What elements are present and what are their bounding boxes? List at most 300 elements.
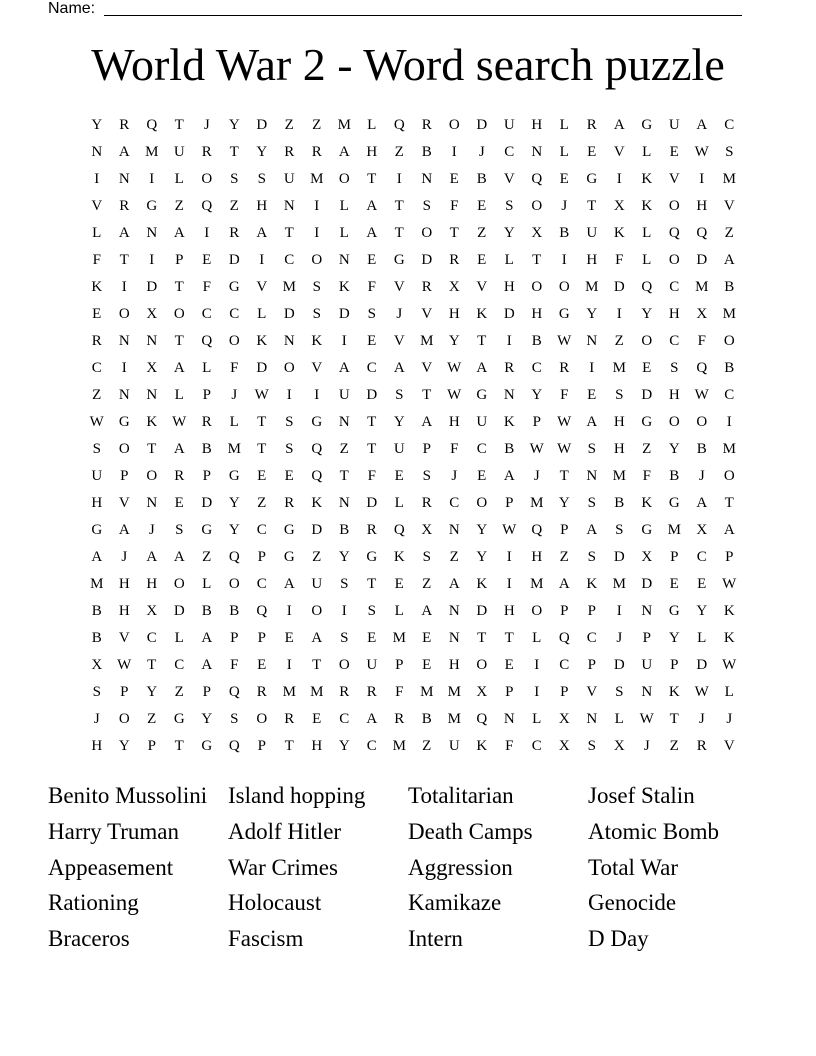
grid-letter[interactable]: A	[118, 225, 130, 241]
grid-letter[interactable]: A	[118, 144, 130, 160]
grid-letter[interactable]: O	[311, 603, 323, 619]
grid-letter[interactable]: A	[118, 522, 130, 538]
grid-letter[interactable]: R	[229, 225, 240, 241]
grid-letter[interactable]: Y	[228, 117, 240, 133]
grid-letter[interactable]: A	[696, 495, 708, 511]
grid-letter[interactable]: W	[557, 333, 572, 349]
grid-letter[interactable]: B	[504, 441, 515, 457]
grid-letter[interactable]: N	[91, 144, 103, 160]
grid-letter[interactable]: U	[476, 414, 488, 430]
grid-letter[interactable]: D	[366, 387, 378, 403]
grid-letter[interactable]: Y	[338, 549, 350, 565]
grid-letter[interactable]: H	[503, 603, 515, 619]
grid-letter[interactable]: O	[256, 711, 268, 727]
grid-letter[interactable]: H	[91, 738, 103, 754]
grid-letter[interactable]: D	[256, 117, 268, 133]
grid-letter[interactable]: T	[284, 225, 294, 241]
grid-letter[interactable]: S	[285, 441, 294, 457]
grid-letter[interactable]: N	[146, 387, 158, 403]
grid-letter[interactable]: D	[256, 360, 268, 376]
grid-letter[interactable]: N	[586, 468, 598, 484]
grid-letter[interactable]: I	[341, 603, 347, 619]
grid-letter[interactable]: B	[696, 441, 707, 457]
grid-letter[interactable]: T	[174, 738, 184, 754]
grid-letter[interactable]: V	[393, 279, 405, 295]
grid-letter[interactable]: T	[587, 198, 597, 214]
grid-letter[interactable]: I	[286, 387, 292, 403]
grid-letter[interactable]: D	[366, 495, 378, 511]
grid-letter[interactable]: V	[421, 360, 433, 376]
grid-letter[interactable]: E	[284, 630, 294, 646]
grid-letter[interactable]: Q	[311, 468, 323, 484]
grid-letter[interactable]: N	[283, 333, 295, 349]
grid-letter[interactable]: T	[257, 414, 267, 430]
grid-letter[interactable]: M	[612, 360, 626, 376]
grid-letter[interactable]: O	[476, 657, 488, 673]
grid-letter[interactable]: E	[92, 306, 102, 322]
grid-letter[interactable]: I	[314, 198, 320, 214]
grid-letter[interactable]: H	[668, 306, 680, 322]
grid-letter[interactable]: A	[476, 360, 488, 376]
grid-letter[interactable]: R	[366, 684, 377, 700]
grid-letter[interactable]: J	[698, 468, 705, 484]
grid-letter[interactable]: Q	[201, 198, 213, 214]
grid-letter[interactable]: L	[614, 711, 624, 727]
grid-letter[interactable]: N	[641, 684, 653, 700]
grid-letter[interactable]: Z	[477, 225, 487, 241]
grid-letter[interactable]: R	[119, 117, 130, 133]
grid-letter[interactable]: A	[201, 630, 213, 646]
grid-letter[interactable]: N	[146, 225, 158, 241]
grid-letter[interactable]: F	[367, 279, 376, 295]
grid-letter[interactable]: Z	[174, 198, 184, 214]
grid-letter[interactable]: K	[476, 576, 488, 592]
grid-letter[interactable]: M	[420, 684, 434, 700]
grid-letter[interactable]: W	[639, 711, 654, 727]
grid-letter[interactable]: I	[204, 225, 210, 241]
grid-letter[interactable]: C	[201, 306, 212, 322]
grid-letter[interactable]: Q	[696, 360, 708, 376]
grid-letter[interactable]: A	[723, 252, 735, 268]
grid-letter[interactable]: S	[587, 441, 596, 457]
grid-letter[interactable]: F	[450, 441, 459, 457]
grid-letter[interactable]: R	[201, 144, 212, 160]
grid-letter[interactable]: R	[119, 198, 130, 214]
grid-letter[interactable]: K	[393, 549, 405, 565]
grid-letter[interactable]: Z	[312, 549, 322, 565]
grid-letter[interactable]: P	[642, 630, 651, 646]
grid-letter[interactable]: G	[668, 603, 680, 619]
grid-letter[interactable]: A	[173, 549, 185, 565]
grid-letter[interactable]: Q	[476, 711, 488, 727]
grid-letter[interactable]: E	[257, 468, 267, 484]
grid-letter[interactable]: E	[669, 576, 679, 592]
grid-letter[interactable]: F	[202, 279, 211, 295]
grid-letter[interactable]: X	[421, 522, 433, 538]
grid-letter[interactable]: P	[505, 684, 514, 700]
grid-letter[interactable]: O	[118, 441, 130, 457]
grid-letter[interactable]: B	[91, 603, 102, 619]
grid-letter[interactable]: I	[286, 657, 292, 673]
grid-letter[interactable]: L	[559, 144, 569, 160]
grid-letter[interactable]: A	[338, 144, 350, 160]
grid-letter[interactable]: C	[174, 657, 185, 673]
grid-letter[interactable]: Z	[229, 198, 239, 214]
grid-letter[interactable]: N	[283, 198, 295, 214]
grid-letter[interactable]: C	[531, 360, 542, 376]
grid-letter[interactable]: O	[146, 468, 158, 484]
grid-letter[interactable]: F	[560, 387, 569, 403]
grid-letter[interactable]: Y	[256, 144, 268, 160]
grid-letter[interactable]: L	[724, 684, 734, 700]
grid-letter[interactable]: P	[560, 684, 569, 700]
grid-letter[interactable]: X	[558, 711, 570, 727]
grid-letter[interactable]: R	[284, 495, 295, 511]
grid-letter[interactable]: O	[338, 657, 350, 673]
grid-letter[interactable]: P	[257, 738, 266, 754]
grid-letter[interactable]: Q	[531, 171, 543, 187]
grid-letter[interactable]: C	[146, 630, 157, 646]
grid-letter[interactable]: L	[257, 306, 267, 322]
grid-letter[interactable]: D	[696, 252, 708, 268]
grid-letter[interactable]: O	[448, 117, 460, 133]
grid-letter[interactable]: Z	[312, 117, 322, 133]
grid-letter[interactable]: W	[722, 576, 737, 592]
grid-letter[interactable]: F	[230, 360, 239, 376]
grid-letter[interactable]: E	[422, 657, 432, 673]
grid-letter[interactable]: W	[722, 657, 737, 673]
grid-letter[interactable]: A	[448, 576, 460, 592]
grid-letter[interactable]: X	[613, 198, 625, 214]
grid-letter[interactable]: C	[91, 360, 102, 376]
grid-letter[interactable]: J	[231, 387, 238, 403]
grid-letter[interactable]: W	[502, 522, 517, 538]
grid-letter[interactable]: H	[668, 387, 680, 403]
grid-letter[interactable]: N	[421, 171, 433, 187]
grid-letter[interactable]: A	[201, 657, 213, 673]
grid-letter[interactable]: L	[532, 630, 542, 646]
grid-letter[interactable]: U	[338, 387, 350, 403]
grid-letter[interactable]: J	[726, 711, 733, 727]
grid-letter[interactable]: S	[587, 495, 596, 511]
grid-letter[interactable]: L	[174, 387, 184, 403]
grid-letter[interactable]: M	[282, 684, 296, 700]
grid-letter[interactable]: Y	[476, 549, 488, 565]
grid-letter[interactable]: K	[476, 738, 488, 754]
grid-letter[interactable]: D	[338, 306, 350, 322]
grid-letter[interactable]: S	[367, 306, 376, 322]
grid-letter[interactable]: C	[449, 495, 460, 511]
grid-letter[interactable]: Y	[531, 387, 543, 403]
grid-letter[interactable]: E	[477, 252, 487, 268]
grid-letter[interactable]: P	[560, 522, 569, 538]
grid-letter[interactable]: M	[722, 306, 736, 322]
grid-letter[interactable]: T	[367, 171, 377, 187]
grid-letter[interactable]: O	[118, 306, 130, 322]
grid-letter[interactable]: I	[396, 171, 402, 187]
grid-letter[interactable]: S	[422, 549, 431, 565]
grid-letter[interactable]: E	[367, 630, 377, 646]
grid-letter[interactable]: F	[367, 468, 376, 484]
grid-letter[interactable]: X	[531, 225, 543, 241]
grid-letter[interactable]: G	[146, 198, 158, 214]
grid-letter[interactable]: Z	[174, 684, 184, 700]
grid-letter[interactable]: Q	[558, 630, 570, 646]
grid-letter[interactable]: J	[478, 144, 485, 160]
grid-letter[interactable]: Y	[146, 684, 158, 700]
grid-letter[interactable]: H	[531, 306, 543, 322]
grid-letter[interactable]: J	[561, 198, 568, 214]
grid-letter[interactable]: G	[118, 414, 130, 430]
grid-letter[interactable]: E	[504, 657, 514, 673]
grid-letter[interactable]: C	[256, 522, 267, 538]
grid-letter[interactable]: X	[146, 360, 158, 376]
grid-letter[interactable]: X	[558, 738, 570, 754]
grid-letter[interactable]: M	[447, 711, 461, 727]
grid-letter[interactable]: V	[118, 495, 130, 511]
grid-letter[interactable]: I	[149, 171, 155, 187]
grid-letter[interactable]: X	[91, 657, 103, 673]
grid-letter[interactable]: A	[283, 576, 295, 592]
grid-letter[interactable]: T	[174, 333, 184, 349]
grid-letter[interactable]: R	[504, 360, 515, 376]
grid-letter[interactable]: I	[314, 387, 320, 403]
grid-letter[interactable]: H	[311, 738, 323, 754]
grid-letter[interactable]: F	[92, 252, 101, 268]
grid-letter[interactable]: H	[613, 414, 625, 430]
grid-letter[interactable]: K	[613, 225, 625, 241]
grid-letter[interactable]: O	[558, 279, 570, 295]
grid-letter[interactable]: J	[203, 117, 210, 133]
grid-letter[interactable]: P	[532, 414, 541, 430]
grid-letter[interactable]: X	[448, 279, 460, 295]
grid-letter[interactable]: N	[448, 603, 460, 619]
grid-letter[interactable]: U	[393, 441, 405, 457]
grid-letter[interactable]: B	[669, 468, 680, 484]
grid-letter[interactable]: U	[173, 144, 185, 160]
grid-letter[interactable]: C	[669, 333, 680, 349]
grid-letter[interactable]: M	[282, 279, 296, 295]
grid-letter[interactable]: O	[531, 198, 543, 214]
grid-letter[interactable]: A	[338, 360, 350, 376]
grid-letter[interactable]: M	[447, 684, 461, 700]
grid-letter[interactable]: G	[641, 117, 653, 133]
grid-letter[interactable]: T	[367, 414, 377, 430]
grid-letter[interactable]: S	[615, 387, 624, 403]
grid-letter[interactable]: D	[283, 306, 295, 322]
grid-letter[interactable]: I	[259, 252, 265, 268]
grid-letter[interactable]: Z	[257, 495, 267, 511]
grid-letter[interactable]: Y	[338, 738, 350, 754]
grid-letter[interactable]: J	[451, 468, 458, 484]
grid-letter[interactable]: K	[723, 603, 735, 619]
grid-letter[interactable]: M	[420, 333, 434, 349]
grid-letter[interactable]: A	[366, 711, 378, 727]
grid-letter[interactable]: N	[586, 711, 598, 727]
grid-letter[interactable]: T	[504, 630, 514, 646]
grid-letter[interactable]: R	[256, 684, 267, 700]
grid-letter[interactable]: I	[121, 279, 127, 295]
grid-letter[interactable]: P	[202, 684, 211, 700]
grid-letter[interactable]: P	[120, 468, 129, 484]
grid-letter[interactable]: G	[476, 387, 488, 403]
grid-letter[interactable]: E	[257, 657, 267, 673]
grid-letter[interactable]: Y	[558, 495, 570, 511]
grid-letter[interactable]: U	[503, 117, 515, 133]
grid-letter[interactable]: N	[448, 522, 460, 538]
grid-letter[interactable]: Z	[449, 549, 459, 565]
grid-letter[interactable]: S	[615, 522, 624, 538]
grid-letter[interactable]: W	[89, 414, 104, 430]
grid-letter[interactable]: R	[201, 414, 212, 430]
grid-letter[interactable]: K	[256, 333, 268, 349]
grid-letter[interactable]: T	[257, 441, 267, 457]
grid-letter[interactable]: W	[694, 684, 709, 700]
grid-letter[interactable]: M	[310, 171, 324, 187]
grid-letter[interactable]: P	[725, 549, 734, 565]
grid-letter[interactable]: E	[642, 360, 652, 376]
grid-letter[interactable]: U	[91, 468, 103, 484]
grid-letter[interactable]: V	[613, 144, 625, 160]
grid-letter[interactable]: U	[311, 576, 323, 592]
grid-letter[interactable]: D	[641, 576, 653, 592]
grid-letter[interactable]: Y	[476, 522, 488, 538]
grid-letter[interactable]: E	[312, 711, 322, 727]
grid-letter[interactable]: E	[587, 144, 597, 160]
grid-letter[interactable]: T	[449, 225, 459, 241]
grid-letter[interactable]: F	[230, 657, 239, 673]
grid-letter[interactable]: X	[696, 522, 708, 538]
grid-letter[interactable]: I	[616, 603, 622, 619]
grid-letter[interactable]: H	[696, 198, 708, 214]
grid-letter[interactable]: H	[503, 279, 515, 295]
grid-letter[interactable]: L	[394, 603, 404, 619]
grid-letter[interactable]: I	[94, 171, 100, 187]
grid-letter[interactable]: U	[668, 117, 680, 133]
grid-letter[interactable]: L	[559, 117, 569, 133]
grid-letter[interactable]: I	[341, 333, 347, 349]
grid-letter[interactable]: G	[641, 522, 653, 538]
grid-letter[interactable]: D	[696, 657, 708, 673]
grid-letter[interactable]: E	[477, 198, 487, 214]
grid-letter[interactable]: D	[228, 252, 240, 268]
grid-letter[interactable]: I	[506, 333, 512, 349]
grid-letter[interactable]: M	[530, 495, 544, 511]
grid-letter[interactable]: H	[531, 117, 543, 133]
grid-letter[interactable]: O	[173, 576, 185, 592]
grid-letter[interactable]: R	[696, 738, 707, 754]
grid-letter[interactable]: N	[338, 414, 350, 430]
grid-letter[interactable]: N	[118, 171, 130, 187]
grid-letter[interactable]: L	[697, 630, 707, 646]
grid-letter[interactable]: M	[585, 279, 599, 295]
grid-letter[interactable]: F	[395, 684, 404, 700]
grid-letter[interactable]: A	[393, 360, 405, 376]
grid-letter[interactable]: A	[558, 576, 570, 592]
grid-letter[interactable]: P	[202, 387, 211, 403]
grid-letter[interactable]: P	[175, 252, 184, 268]
grid-letter[interactable]: Y	[201, 711, 213, 727]
grid-letter[interactable]: Z	[559, 549, 569, 565]
grid-letter[interactable]: B	[476, 171, 487, 187]
grid-letter[interactable]: Z	[642, 441, 652, 457]
grid-letter[interactable]: D	[503, 306, 515, 322]
grid-letter[interactable]: Q	[393, 117, 405, 133]
grid-letter[interactable]: A	[91, 549, 103, 565]
grid-letter[interactable]: S	[340, 576, 349, 592]
grid-letter[interactable]: Q	[256, 603, 268, 619]
grid-letter[interactable]: E	[587, 387, 597, 403]
grid-letter[interactable]: P	[587, 603, 596, 619]
grid-letter[interactable]: T	[229, 144, 239, 160]
grid-letter[interactable]: H	[91, 495, 103, 511]
grid-letter[interactable]: L	[339, 198, 349, 214]
grid-letter[interactable]: U	[366, 657, 378, 673]
grid-letter[interactable]: Y	[228, 495, 240, 511]
grid-letter[interactable]: B	[724, 279, 735, 295]
grid-letter[interactable]: Y	[696, 603, 708, 619]
grid-letter[interactable]: I	[121, 360, 127, 376]
grid-letter[interactable]: A	[613, 117, 625, 133]
name-underline[interactable]	[104, 15, 742, 16]
grid-letter[interactable]: S	[422, 468, 431, 484]
grid-letter[interactable]: N	[118, 387, 130, 403]
grid-letter[interactable]: Q	[531, 522, 543, 538]
grid-letter[interactable]: P	[670, 657, 679, 673]
grid-letter[interactable]: E	[559, 171, 569, 187]
grid-letter[interactable]: G	[393, 252, 405, 268]
grid-letter[interactable]: Q	[228, 738, 240, 754]
grid-letter[interactable]: L	[202, 360, 212, 376]
grid-letter[interactable]: S	[92, 441, 101, 457]
grid-letter[interactable]: K	[503, 414, 515, 430]
grid-letter[interactable]: L	[642, 144, 652, 160]
grid-letter[interactable]: H	[366, 144, 378, 160]
grid-letter[interactable]: P	[560, 603, 569, 619]
grid-letter[interactable]: R	[284, 144, 295, 160]
grid-letter[interactable]: X	[476, 684, 488, 700]
grid-letter[interactable]: N	[118, 333, 130, 349]
grid-letter[interactable]: Y	[118, 738, 130, 754]
grid-letter[interactable]: Z	[284, 117, 294, 133]
grid-letter[interactable]: W	[694, 144, 709, 160]
grid-letter[interactable]: V	[256, 279, 268, 295]
grid-letter[interactable]: W	[172, 414, 187, 430]
grid-letter[interactable]: N	[338, 495, 350, 511]
grid-letter[interactable]: S	[340, 630, 349, 646]
grid-letter[interactable]: M	[145, 144, 159, 160]
grid-letter[interactable]: L	[642, 252, 652, 268]
grid-letter[interactable]: D	[641, 387, 653, 403]
grid-letter[interactable]: T	[174, 279, 184, 295]
grid-letter[interactable]: A	[586, 414, 598, 430]
grid-letter[interactable]: Q	[228, 549, 240, 565]
grid-letter[interactable]: Y	[668, 441, 680, 457]
grid-letter[interactable]: I	[699, 171, 705, 187]
grid-letter[interactable]: D	[613, 549, 625, 565]
grid-letter[interactable]: T	[724, 495, 734, 511]
grid-letter[interactable]: Z	[92, 387, 102, 403]
grid-letter[interactable]: P	[120, 684, 129, 700]
grid-letter[interactable]: O	[421, 225, 433, 241]
grid-letter[interactable]: U	[448, 738, 460, 754]
grid-letter[interactable]: Q	[393, 522, 405, 538]
grid-letter[interactable]: E	[367, 333, 377, 349]
grid-letter[interactable]: F	[615, 252, 624, 268]
grid-letter[interactable]: R	[449, 252, 460, 268]
grid-letter[interactable]: L	[642, 225, 652, 241]
grid-letter[interactable]: H	[118, 576, 130, 592]
